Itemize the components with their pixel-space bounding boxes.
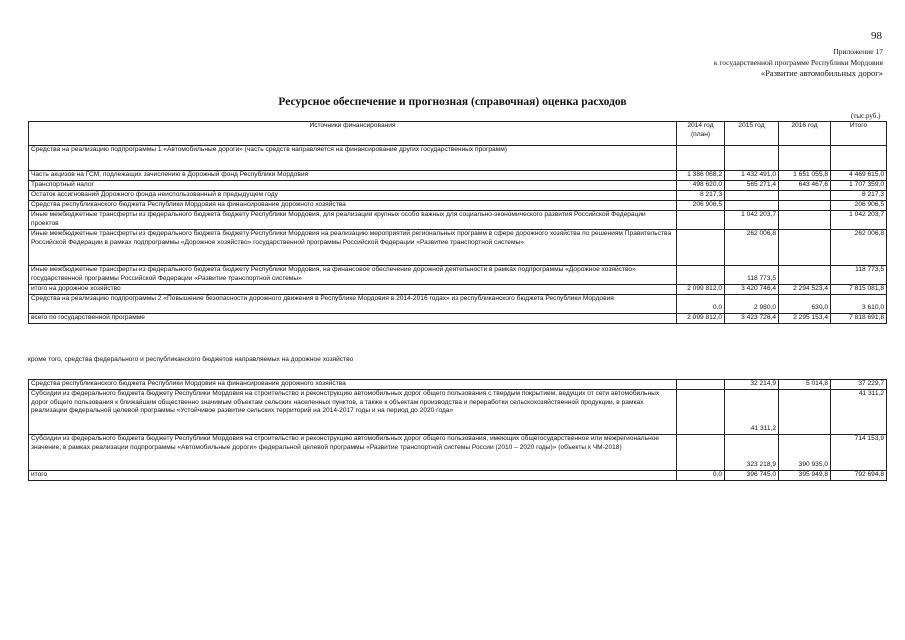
cell-total: 3 610,0 xyxy=(831,295,887,314)
cell-2014 xyxy=(677,230,725,266)
cell-2015 xyxy=(725,201,779,211)
table-row xyxy=(29,266,887,285)
cell-2016: 1 651 055,8 xyxy=(779,171,831,181)
cell-total: 41 311,2 xyxy=(831,390,887,435)
cell-2015: 565 271,4 xyxy=(725,181,779,191)
cell-2016 xyxy=(779,211,831,230)
cell-2014: 0,0 xyxy=(677,295,725,314)
cell-total: 4 469 615,0 xyxy=(831,171,887,181)
row-name: Транспортный налог xyxy=(29,181,677,191)
row-name: Субсидии из федерального бюджета бюджету Республики Мордовия на строительство и реконструкцию автомобильных дорог общего пользования, имеющих общегосударственное или межрегиональное значение, в рамках реализации подпрограммы «Автомобильные дороги» федеральной целевой программы «Развитие транспортной системы России (2010 – 2020 годы)» (объекты к ЧМ-2018) xyxy=(29,435,677,471)
cell-2015: 41 311,2 xyxy=(725,390,779,435)
row-name: Иные межбюджетные трансферты из федерального бюджета бюджету Республики Мордовия, на финансовое обеспечение дорожной деятельности в рамках подпрограммы «Дорожное хозяйство» государственной программы Российской Федерации «Развитие транспортной системы» xyxy=(29,266,677,285)
appendix-line-1: Приложение 17 xyxy=(833,47,883,56)
cell-2014: 2 099 812,0 xyxy=(677,285,725,295)
cell-2015: 32 214,9 xyxy=(725,380,779,390)
table-row xyxy=(29,390,887,435)
appendix-line-3: «Развитие автомобильных дорог» xyxy=(760,68,883,78)
cell-2015: 262 006,8 xyxy=(725,230,779,266)
cell-2014: 498 620,0 xyxy=(677,181,725,191)
page-title: Ресурсное обеспечение и прогнозная (справочная) оценка расходов xyxy=(278,96,627,108)
cell-2016 xyxy=(779,191,831,201)
cell-2014 xyxy=(677,435,725,471)
header-2016: 2016 год xyxy=(779,122,831,146)
row-name: итого xyxy=(29,471,677,481)
cell-2016: 2 295 153,4 xyxy=(779,314,831,324)
additional-table xyxy=(28,379,887,481)
cell-2014: 1 386 068,2 xyxy=(677,171,725,181)
cell-2015 xyxy=(725,191,779,201)
row-name: Средства на реализацию подпрограммы 2 «Повышение безопасности дорожного движения в Республике Мордовия в 2014-2016 годах» из республиканского бюджета Республики Мордовия xyxy=(29,295,677,314)
cell-2014: 8 217,3 xyxy=(677,191,725,201)
cell-2015: 2 980,0 xyxy=(725,295,779,314)
table-row xyxy=(29,295,887,314)
cell-2015: 1 042 203,7 xyxy=(725,211,779,230)
row-name: Средства республиканского бюджета Республики Мордовия на финансирование дорожного хозяйства xyxy=(29,201,677,211)
cell-total: 262 006,8 xyxy=(831,230,887,266)
appendix-note xyxy=(714,46,883,79)
cell-2016: 395 949,8 xyxy=(779,471,831,481)
cell-2016: 5 014,8 xyxy=(779,380,831,390)
cell-total: 118 773,5 xyxy=(831,266,887,285)
header-source: Источники финансирования xyxy=(29,122,677,146)
section-row xyxy=(29,146,887,171)
cell-2014: 0,0 xyxy=(677,471,725,481)
cell-total: 206 906,5 xyxy=(831,201,887,211)
table-row xyxy=(29,230,887,266)
cell-total: 1 042 203,7 xyxy=(831,211,887,230)
cell-2014: 2 099 812,0 xyxy=(677,314,725,324)
cell-2016: 630,0 xyxy=(779,295,831,314)
cell-2016: 390 935,0 xyxy=(779,435,831,471)
cell-2014: 206 906,5 xyxy=(677,201,725,211)
row-name: всего по государственной программе xyxy=(29,314,677,324)
table-row xyxy=(29,181,887,191)
table-row xyxy=(29,314,887,324)
header-total: Итого xyxy=(831,122,887,146)
row-name: Иные межбюджетные трансферты из федерального бюджета бюджету Республики Мордовия, для реализации крупных особо важных для социально-экономического развития Российской Федерации проектов xyxy=(29,211,677,230)
cell-total: 792 694,8 xyxy=(831,471,887,481)
table-row xyxy=(29,380,887,390)
header-2014: 2014 год (план) xyxy=(677,122,725,146)
row-name: Остаток ассигнований Дорожного фонда неиспользованный в предыдущем году xyxy=(29,191,677,201)
cell-total: 714 153,9 xyxy=(831,435,887,471)
cell-total: 7 815 081,8 xyxy=(831,285,887,295)
cell-2015: 323 218,9 xyxy=(725,435,779,471)
table-row xyxy=(29,471,887,481)
cell-total: 7 818 691,8 xyxy=(831,314,887,324)
row-name: Субсидии из федерального бюджета бюджету Республики Мордовия на строительство и реконструкцию автомобильных дорог общего пользования с твердым покрытием, ведущих от сети автомобильных дорог общего пользования к ближайшим общественно значимым объектам сельских населенных пунктов, а также к объектам производства и переработки сельскохозяйственной продукции, в рамках реализации федеральной целевой программы «Устойчивое развитие сельских территорий на 2014-2017 годы и на период до 2020 года» xyxy=(29,390,677,435)
table-row xyxy=(29,201,887,211)
additional-note: кроме того, средства федерального и республиканского бюджетов направляемых на дорожное хозяйство xyxy=(28,356,354,363)
cell-2016 xyxy=(779,201,831,211)
table-row xyxy=(29,191,887,201)
row-name: итого на дорожное хозяйство xyxy=(29,285,677,295)
cell-2015: 396 745,0 xyxy=(725,471,779,481)
cell-total: 8 217,3 xyxy=(831,191,887,201)
row-name: Часть акцизов на ГСМ, подлежащих зачислению в Дорожный фонд Республики Мордовия xyxy=(29,171,677,181)
cell-2015: 3 420 746,4 xyxy=(725,285,779,295)
cell-2016 xyxy=(779,266,831,285)
cell-2014 xyxy=(677,211,725,230)
cell-2014 xyxy=(677,266,725,285)
cell-2015: 118 773,5 xyxy=(725,266,779,285)
cell-total: 37 229,7 xyxy=(831,380,887,390)
cell-2015: 3 423 726,4 xyxy=(725,314,779,324)
cell-2014 xyxy=(677,390,725,435)
header-2015: 2015 год xyxy=(725,122,779,146)
cell-2015: 1 432 491,0 xyxy=(725,171,779,181)
table-row xyxy=(29,211,887,230)
resources-table xyxy=(28,121,887,324)
appendix-line-2: к государственной программе Республики Мордовия xyxy=(713,58,883,67)
cell-2016 xyxy=(779,230,831,266)
table-row xyxy=(29,285,887,295)
cell-2014 xyxy=(677,380,725,390)
unit-label: (тыс.руб.) xyxy=(851,112,881,120)
cell-2016 xyxy=(779,390,831,435)
cell-total: 1 707 359,0 xyxy=(831,181,887,191)
section-title: Средства на реализацию подпрограммы 1 «Автомобильные дороги» (часть средств направляется на финансирование других государственных программ) xyxy=(29,146,677,171)
row-name: Средства республиканского бюджета Республики Мордовия на финансирование дорожного хозяйства xyxy=(29,380,677,390)
table-row xyxy=(29,435,887,471)
table-row xyxy=(29,171,887,181)
cell-2016: 643 467,6 xyxy=(779,181,831,191)
page-number: 98 xyxy=(871,30,882,42)
row-name: Иные межбюджетные трансферты из федерального бюджета бюджету Республики Мордовия на реализацию мероприятий региональных программ в сфере дорожного хозяйства по решениям Правительства Российской Федерации в рамках подпрограммы «Дорожное хозяйство» государственной программы Российской Федерации «Развитие транспортной системы» xyxy=(29,230,677,266)
table-header-row xyxy=(29,122,887,146)
cell-2016: 2 294 523,4 xyxy=(779,285,831,295)
